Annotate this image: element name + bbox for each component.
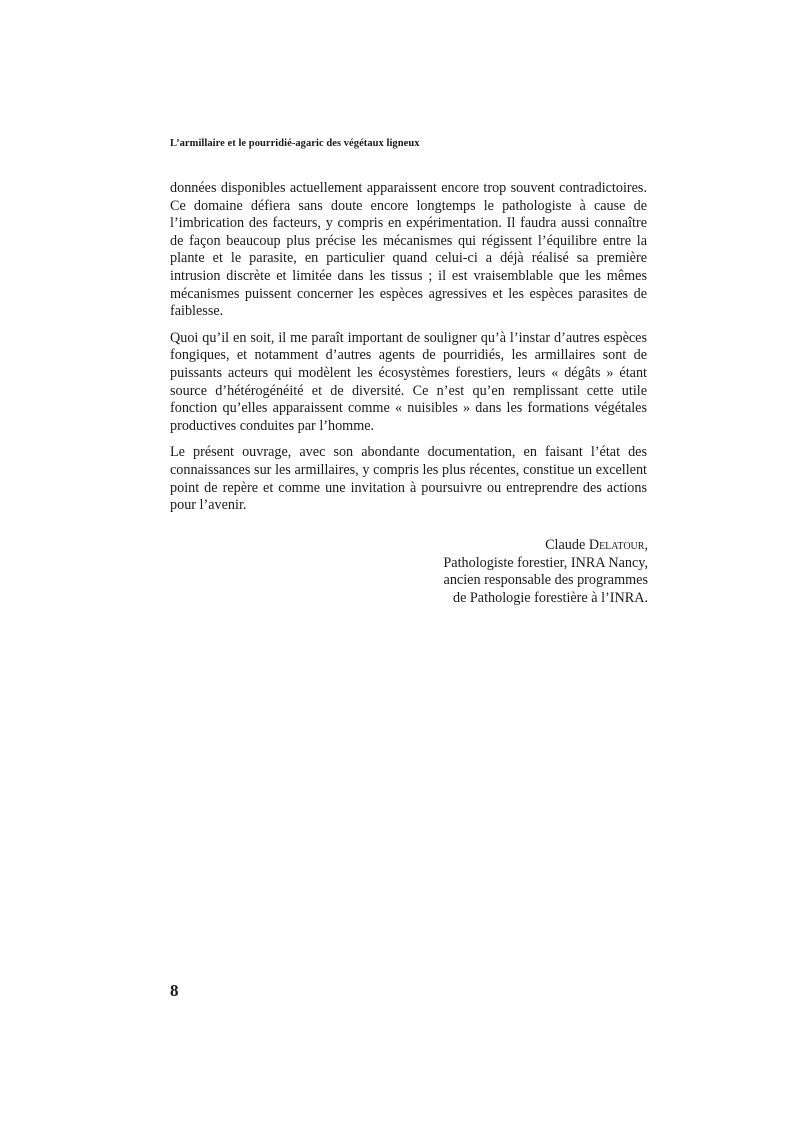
signature-role-cont: de Pathologie forestière à l’INRA.: [452, 589, 648, 606]
signature-last-name: Delatour: [588, 537, 645, 553]
paragraph-3: Le présent ouvrage, avec son abondante documentation, en faisant l’état des connaissances sur les armillaires, y compris les plus récentes, constitue un excellent point de repère et comme une invitation à poursuivre ou entreprendre des actions pour l’avenir.: [170, 444, 647, 514]
signature-name: [443, 537, 648, 555]
paragraph-1: données disponibles actuellement apparaissent encore trop souvent contradictoires. Ce domaine défiera sans doute encore longtemps le pathologiste à cause de l’imbrication des facteurs, y compris en expérimentation. Il faudra aussi connaître de façon beaucoup plus précise les mécanismes qui régissent l’équilibre entre la plante et le parasite, en particulier quand celui-ci a déjà réalisé sa première intrusion discrète et limitée dans les tissus ; il est vraisemblable que les mêmes mécanismes puissent concerner les espèces agressives et les espèces parasites de faiblesse.: [170, 180, 647, 320]
body-text: [170, 180, 647, 524]
signature-role: ancien responsable des programmes: [443, 572, 648, 589]
signature-block: [443, 537, 648, 607]
signature-first-name: Claude: [545, 537, 586, 553]
signature-affiliation: Pathologiste forestier, INRA Nancy,: [443, 554, 648, 571]
page-number: 8: [170, 981, 179, 1000]
running-head: L’armillaire et le pourridié-agaric des végétaux ligneux: [170, 138, 420, 149]
signature-name-suffix: ,: [644, 537, 648, 553]
paragraph-2: Quoi qu’il en soit, il me paraît important de souligner qu’à l’instar d’autres espèces fongiques, et notamment d’autres agents de pourridiés, les armillaires sont de puissants acteurs qui modèlent les écosystèmes forestiers, leurs « dégâts » étant source d’hétérogénéité et de diversité. Ce n’est qu’en remplissant cette utile fonction qu’elles apparaissent comme « nuisibles » dans les formations végétales productives conduites par l’homme.: [170, 329, 647, 434]
